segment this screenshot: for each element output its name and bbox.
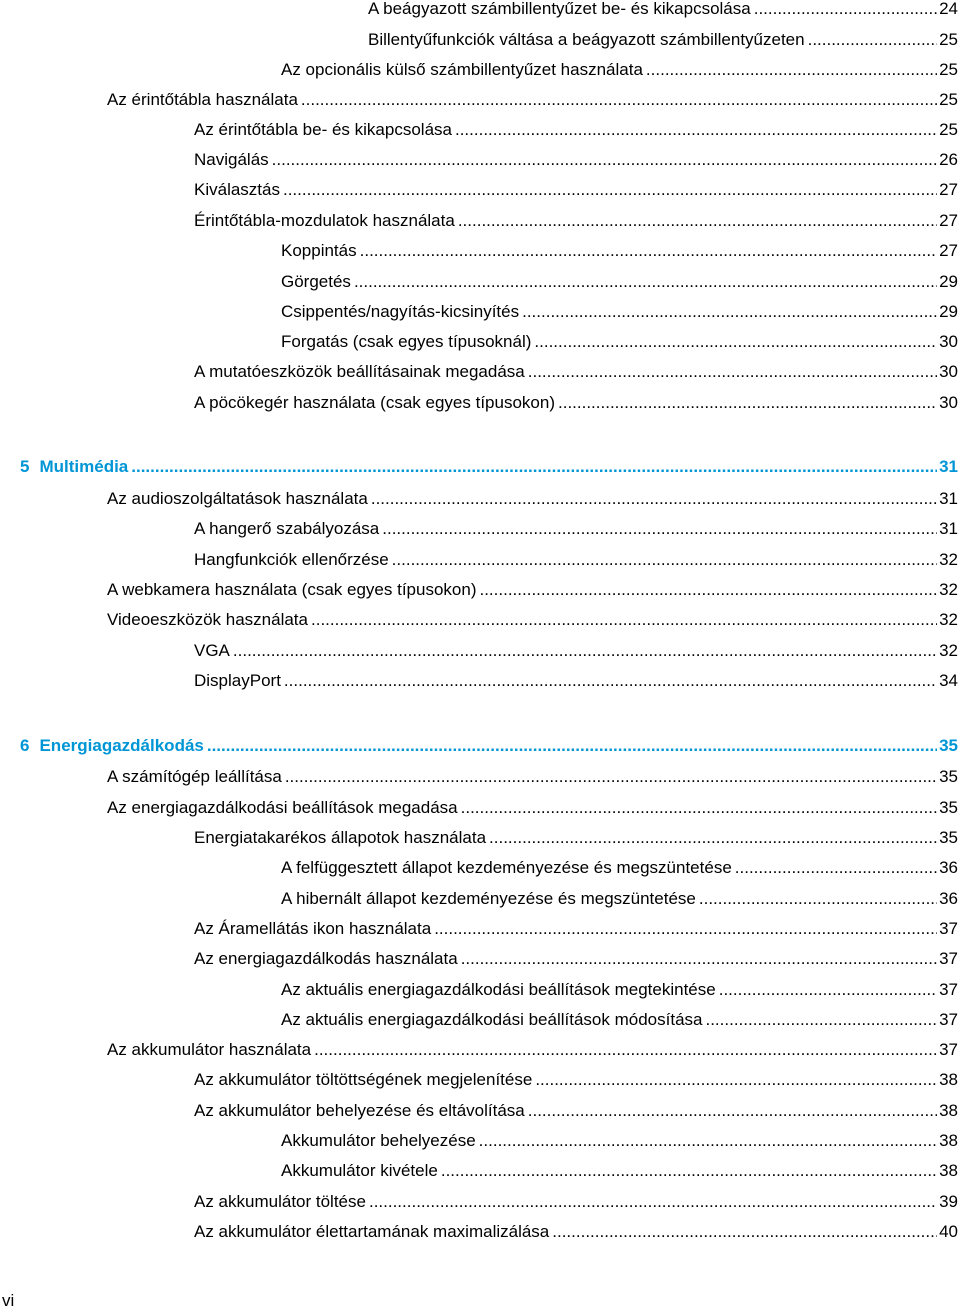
toc-entry-page: 27 bbox=[939, 180, 958, 199]
toc-entry-page: 30 bbox=[939, 362, 958, 381]
dot-leader bbox=[461, 947, 937, 971]
toc-entry-label: Az Áramellátás ikon használata bbox=[194, 919, 432, 938]
dot-leader bbox=[301, 88, 937, 112]
toc-entry[interactable] bbox=[281, 978, 958, 1002]
toc-entry-label: Navigálás bbox=[194, 150, 269, 169]
dot-leader bbox=[354, 270, 937, 294]
toc-entry[interactable] bbox=[281, 58, 958, 82]
toc-entry-label: Az energiagazdálkodás használata bbox=[194, 949, 458, 968]
toc-entry[interactable] bbox=[194, 148, 958, 172]
toc-chapter-title bbox=[20, 734, 204, 758]
dot-leader bbox=[528, 1099, 937, 1123]
chapter-number: 6 bbox=[20, 736, 30, 755]
toc-entry-label: Az aktuális energiagazdálkodási beállítások módosítása bbox=[281, 1010, 703, 1029]
toc-entry-page: 37 bbox=[939, 949, 958, 968]
toc-entry[interactable] bbox=[194, 118, 958, 142]
toc-entry-label: Az akkumulátor élettartamának maximalizálása bbox=[194, 1222, 550, 1241]
toc-entry-label: A hangerő szabályozása bbox=[194, 519, 380, 538]
footer-page-number: vi bbox=[2, 1291, 15, 1310]
toc-entry-page: 37 bbox=[939, 1040, 958, 1059]
dot-leader bbox=[434, 917, 937, 941]
toc-entry-page: 38 bbox=[939, 1161, 958, 1180]
toc-entry-label: Hangfunkciók ellenőrzése bbox=[194, 550, 389, 569]
toc-entry-page: 35 bbox=[939, 736, 958, 755]
toc-entry-page: 24 bbox=[939, 0, 958, 18]
toc-chapter-title bbox=[20, 455, 128, 479]
toc-entry-label: Akkumulátor kivétele bbox=[281, 1161, 438, 1180]
dot-leader bbox=[371, 487, 937, 511]
toc-entry[interactable] bbox=[281, 887, 958, 911]
toc-entry[interactable] bbox=[107, 608, 958, 632]
toc-entry[interactable] bbox=[194, 391, 958, 415]
toc-entry[interactable] bbox=[281, 300, 958, 324]
toc-entry-label: Kiválasztás bbox=[194, 180, 280, 199]
toc-entry-page: 26 bbox=[939, 150, 958, 169]
toc-entry-label: Az akkumulátor behelyezése és eltávolítása bbox=[194, 1101, 525, 1120]
toc-entry-page: 30 bbox=[939, 332, 958, 351]
toc-entry-page: 30 bbox=[939, 393, 958, 412]
chapter-label: Energiagazdálkodás bbox=[39, 736, 204, 755]
toc-entry-label: Forgatás (csak egyes típusoknál) bbox=[281, 332, 532, 351]
toc-entry[interactable] bbox=[194, 669, 958, 693]
toc-entry[interactable] bbox=[194, 917, 958, 941]
dot-leader bbox=[479, 578, 937, 602]
toc-entry-label: A webkamera használata (csak egyes típusokon) bbox=[107, 580, 477, 599]
toc-entry-page: 37 bbox=[939, 1010, 958, 1029]
toc-entry-label: Energiatakarékos állapotok használata bbox=[194, 828, 487, 847]
toc-entry-label: A mutatóeszközök beállításainak megadása bbox=[194, 362, 525, 381]
dot-leader bbox=[754, 0, 937, 21]
toc-entry[interactable] bbox=[194, 826, 958, 850]
dot-leader bbox=[528, 360, 937, 384]
dot-leader bbox=[535, 1068, 937, 1092]
toc-entry[interactable] bbox=[281, 1008, 958, 1032]
toc-entry[interactable] bbox=[107, 765, 958, 789]
toc-entry-label: Érintőtábla-mozdulatok használata bbox=[194, 211, 455, 230]
dot-leader bbox=[558, 391, 937, 415]
toc-entry-page: 36 bbox=[939, 858, 958, 877]
toc-entry-page: 29 bbox=[939, 302, 958, 321]
toc-entry[interactable] bbox=[107, 578, 958, 602]
dot-leader bbox=[283, 178, 937, 202]
dot-leader bbox=[369, 1190, 937, 1214]
toc-chapter-entry[interactable] bbox=[20, 455, 958, 479]
dot-leader bbox=[455, 118, 937, 142]
dot-leader bbox=[233, 639, 937, 663]
toc-entry[interactable] bbox=[194, 639, 958, 663]
toc-entry-label: Az akkumulátor töltése bbox=[194, 1192, 366, 1211]
toc-chapter-entry[interactable] bbox=[20, 734, 958, 758]
toc-entry-label: Az aktuális energiagazdálkodási beállítások megtekintése bbox=[281, 980, 716, 999]
toc-entry[interactable] bbox=[194, 209, 958, 233]
chapter-label: Multimédia bbox=[39, 457, 129, 476]
toc-entry[interactable] bbox=[194, 517, 958, 541]
toc-entry-label: Az opcionális külső számbillentyűzet használata bbox=[281, 60, 643, 79]
dot-leader bbox=[489, 826, 937, 850]
toc-entry[interactable] bbox=[194, 360, 958, 384]
toc-entry-label: A felfüggesztett állapot kezdeményezése és megszüntetése bbox=[281, 858, 732, 877]
toc-entry-page: 38 bbox=[939, 1070, 958, 1089]
toc-entry-label: A pöcökegér használata (csak egyes típusokon) bbox=[194, 393, 555, 412]
toc-entry-label: A beágyazott számbillentyűzet be- és kikapcsolása bbox=[368, 0, 751, 18]
toc-entry[interactable] bbox=[194, 1190, 958, 1214]
dot-leader bbox=[705, 1008, 937, 1032]
dot-leader bbox=[272, 148, 937, 172]
toc-entry-page: 27 bbox=[939, 211, 958, 230]
toc-entry-page: 25 bbox=[939, 120, 958, 139]
toc-entry-page: 32 bbox=[939, 610, 958, 629]
dot-leader bbox=[552, 1220, 937, 1244]
dot-leader bbox=[311, 608, 937, 632]
dot-leader bbox=[131, 455, 937, 479]
toc-entry-label: A számítógép leállítása bbox=[107, 767, 282, 786]
toc-entry-page: 32 bbox=[939, 580, 958, 599]
toc-entry-label: Az energiagazdálkodási beállítások megadása bbox=[107, 798, 458, 817]
toc-entry[interactable] bbox=[194, 1220, 958, 1244]
toc-entry[interactable] bbox=[194, 178, 958, 202]
dot-leader bbox=[285, 765, 937, 789]
toc-entry-page: 25 bbox=[939, 90, 958, 109]
toc-entry-page: 38 bbox=[939, 1131, 958, 1150]
toc-entry-page: 35 bbox=[939, 828, 958, 847]
toc-entry[interactable] bbox=[281, 856, 958, 880]
toc-entry[interactable] bbox=[194, 548, 958, 572]
toc-entry[interactable] bbox=[368, 0, 958, 21]
dot-leader bbox=[441, 1159, 937, 1183]
toc-entry-label: Az érintőtábla használata bbox=[107, 90, 298, 109]
toc-entry[interactable] bbox=[107, 487, 958, 511]
dot-leader bbox=[284, 669, 937, 693]
toc-entry[interactable] bbox=[281, 239, 958, 263]
dot-leader bbox=[522, 300, 937, 324]
dot-leader bbox=[461, 796, 937, 820]
toc-entry-page: 31 bbox=[939, 519, 958, 538]
toc-entry-label: Az audioszolgáltatások használata bbox=[107, 489, 368, 508]
toc-entry-page: 31 bbox=[939, 457, 958, 476]
toc-entry-label: VGA bbox=[194, 641, 230, 660]
dot-leader bbox=[360, 239, 937, 263]
toc-entry-label: DisplayPort bbox=[194, 671, 281, 690]
toc-entry-page: 37 bbox=[939, 919, 958, 938]
toc-entry[interactable] bbox=[281, 270, 958, 294]
toc-entry-page: 35 bbox=[939, 798, 958, 817]
toc-entry-label: Csippentés/nagyítás-kicsinyítés bbox=[281, 302, 520, 321]
dot-leader bbox=[207, 734, 937, 758]
toc-entry[interactable] bbox=[368, 28, 958, 52]
chapter-number: 5 bbox=[20, 457, 30, 476]
toc-entry-page: 38 bbox=[939, 1101, 958, 1120]
toc-entry-page: 40 bbox=[939, 1222, 958, 1241]
toc-entry-label: Billentyűfunkciók váltása a beágyazott számbillentyűzeten bbox=[368, 30, 805, 49]
toc-entry[interactable] bbox=[194, 947, 958, 971]
toc-entry-label: Koppintás bbox=[281, 241, 357, 260]
toc-entry-page: 32 bbox=[939, 641, 958, 660]
toc-entry-page: 34 bbox=[939, 671, 958, 690]
toc-entry-label: Görgetés bbox=[281, 272, 351, 291]
dot-leader bbox=[534, 330, 937, 354]
toc-entry[interactable] bbox=[107, 88, 958, 112]
toc-entry-page: 29 bbox=[939, 272, 958, 291]
dot-leader bbox=[646, 58, 937, 82]
toc-entry-page: 35 bbox=[939, 767, 958, 786]
toc-entry-page: 37 bbox=[939, 980, 958, 999]
toc-entry-label: Akkumulátor behelyezése bbox=[281, 1131, 476, 1150]
toc-entry-label: Az akkumulátor használata bbox=[107, 1040, 312, 1059]
toc-entry[interactable] bbox=[107, 796, 958, 820]
toc-entry-label: Videoeszközök használata bbox=[107, 610, 308, 629]
toc-entry-label: Az érintőtábla be- és kikapcsolása bbox=[194, 120, 452, 139]
toc-entry[interactable] bbox=[281, 1129, 958, 1153]
toc-entry-page: 36 bbox=[939, 889, 958, 908]
toc-entry-page: 25 bbox=[939, 30, 958, 49]
toc-entry-page: 32 bbox=[939, 550, 958, 569]
toc-entry[interactable] bbox=[107, 1038, 958, 1062]
dot-leader bbox=[314, 1038, 937, 1062]
toc-entry-label: A hibernált állapot kezdeményezése és megszüntetése bbox=[281, 889, 696, 908]
toc-entry[interactable] bbox=[281, 330, 958, 354]
toc-entry-page: 31 bbox=[939, 489, 958, 508]
toc-entry[interactable] bbox=[194, 1099, 958, 1123]
dot-leader bbox=[735, 856, 937, 880]
dot-leader bbox=[382, 517, 937, 541]
dot-leader bbox=[392, 548, 937, 572]
toc-entry-page: 27 bbox=[939, 241, 958, 260]
dot-leader bbox=[699, 887, 937, 911]
toc-entry-label: Az akkumulátor töltöttségének megjelenítése bbox=[194, 1070, 533, 1089]
toc-entry[interactable] bbox=[194, 1068, 958, 1092]
dot-leader bbox=[479, 1129, 937, 1153]
toc-entry-page: 39 bbox=[939, 1192, 958, 1211]
dot-leader bbox=[458, 209, 937, 233]
toc-entry-page: 25 bbox=[939, 60, 958, 79]
dot-leader bbox=[719, 978, 937, 1002]
dot-leader bbox=[808, 28, 937, 52]
toc-entry[interactable] bbox=[281, 1159, 958, 1183]
